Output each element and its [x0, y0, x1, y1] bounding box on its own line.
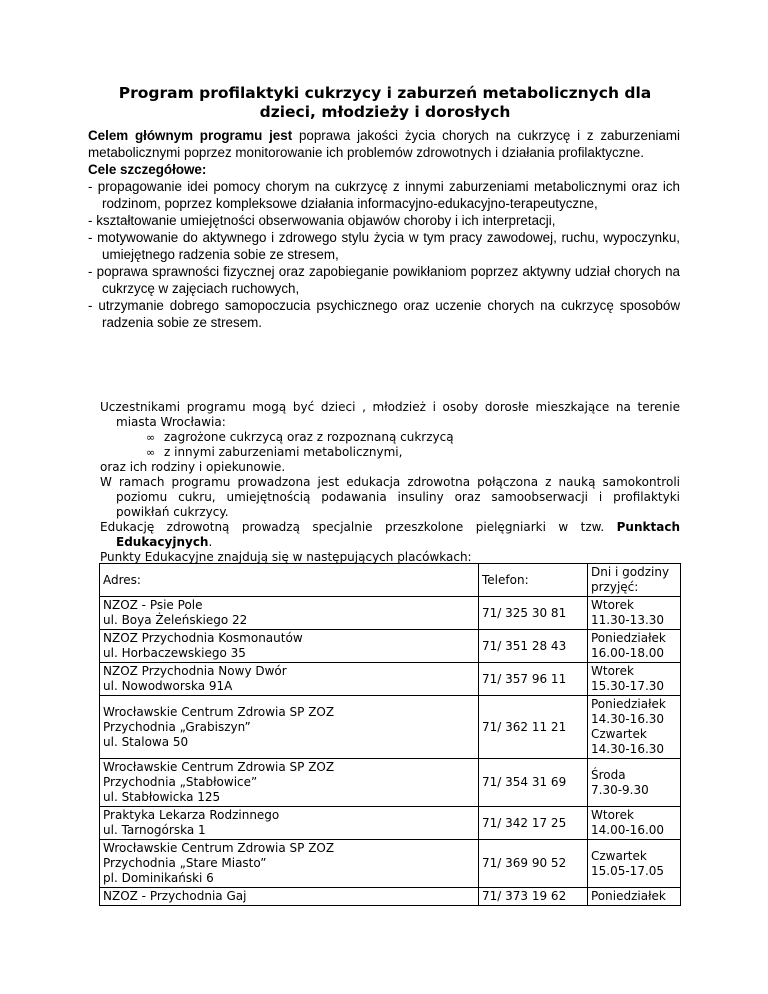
table-row — [100, 759, 681, 807]
phone-cell: 71/ 362 11 21 — [479, 696, 588, 759]
goal-item: - motywowanie do aktywnego i zdrowego stylu życia w tym pracy zawodowej, ruchu, wypoczynku, umiejętnego radzenia sobie ze stresem, — [88, 229, 680, 263]
title-line-2: dzieci, młodzieży i dorosłych — [259, 103, 511, 121]
header-hours: Dni i godziny przyjęć: — [588, 564, 681, 597]
phone-cell: 71/ 373 19 62 — [479, 888, 588, 906]
detailed-goals-heading: Cele szczegółowe: — [88, 162, 207, 177]
participants-section — [100, 400, 680, 565]
goal-item: - poprawa sprawności fizycznej oraz zapobieganie powikłaniom poprzez aktywny udział chorych na cukrzycę w zajęciach ruchowych, — [88, 263, 680, 297]
main-goal-paragraph — [88, 127, 680, 161]
education-points-term: Punktach Edukacyjnych — [116, 520, 680, 549]
header-phone: Telefon: — [479, 564, 588, 597]
table-row — [100, 663, 681, 696]
phone-cell: 71/ 354 31 69 — [479, 759, 588, 807]
target-groups-list — [100, 430, 680, 460]
program-goals-section — [88, 127, 680, 331]
target-group-item: ∞ z innymi zaburzeniami metabolicznymi, — [146, 445, 403, 459]
address-cell: Wrocławskie Centrum Zdrowia SP ZOZ Przychodnia „Grabiszyn” ul. Stalowa 50 — [100, 696, 479, 759]
education-points-table — [99, 563, 681, 906]
detailed-goals-list — [88, 178, 680, 331]
table-row — [100, 696, 681, 759]
hours-cell: Poniedziałek 16.00-18.00 — [588, 630, 681, 663]
address-cell: NZOZ Przychodnia Nowy Dwór ul. Nowodworska 91A — [100, 663, 479, 696]
main-goal-label: Celem głównym programu jest — [88, 128, 293, 143]
hours-cell: Wtorek 14.00-16.00 — [588, 807, 681, 840]
header-address: Adres: — [100, 564, 479, 597]
hours-cell: Wtorek 15.30-17.30 — [588, 663, 681, 696]
hours-cell: Środa 7.30-9.30 — [588, 759, 681, 807]
infinity-bullet-icon: ∞ — [146, 446, 156, 459]
goal-item: - kształtowanie umiejętności obserwowania objawów choroby i ich interpretacji, — [88, 212, 680, 229]
hours-cell: Czwartek 15.05-17.05 — [588, 840, 681, 888]
address-cell: NZOZ - Psie Pole ul. Boya Żeleńskiego 22 — [100, 597, 479, 630]
nurses-paragraph: Edukację zdrowotną prowadzą specjalnie przeszkolone pielęgniarki w tzw. Punktach Edukacyjnych. — [100, 520, 680, 549]
phone-cell: 71/ 325 30 81 — [479, 597, 588, 630]
target-group-item: ∞ zagrożone cukrzycą oraz z rozpoznaną cukrzycą — [146, 430, 454, 444]
title-line-1: Program profilaktyki cukrzycy i zaburzeń metabolicznych dla — [118, 84, 652, 102]
address-cell: Wrocławskie Centrum Zdrowia SP ZOZ Przychodnia „Stabłowice” ul. Stabłowicka 125 — [100, 759, 479, 807]
table-row — [100, 597, 681, 630]
families-line: oraz ich rodziny i opiekunowie. — [100, 460, 286, 474]
address-cell: Praktyka Lekarza Rodzinnego ul. Tarnogórska 1 — [100, 807, 479, 840]
address-cell: Wrocławskie Centrum Zdrowia SP ZOZ Przychodnia „Stare Miasto” pl. Dominikański 6 — [100, 840, 479, 888]
phone-cell: 71/ 369 90 52 — [479, 840, 588, 888]
hours-cell: Poniedziałek 14.30-16.30 Czwartek 14.30-16.30 — [588, 696, 681, 759]
education-paragraph: W ramach programu prowadzona jest edukacja zdrowotna połączona z nauką samokontroli poziomu cukru, umiejętnością podawania insuliny oraz samoobserwacji i profilaktyki powikłań cukrzycy. — [100, 475, 680, 519]
table-row — [100, 807, 681, 840]
table-row — [100, 840, 681, 888]
hours-cell: Poniedziałek — [588, 888, 681, 906]
participants-paragraph: Uczestnikami programu mogą być dzieci , młodzież i osoby dorosłe mieszkające na terenie miasta Wrocławia: — [100, 400, 680, 429]
phone-cell: 71/ 357 96 11 — [479, 663, 588, 696]
goal-item: - utrzymanie dobrego samopoczucia psychicznego oraz uczenie chorych na cukrzycę sposobów radzenia sobie ze stresem. — [88, 297, 680, 331]
phone-cell: 71/ 342 17 25 — [479, 807, 588, 840]
hours-cell: Wtorek 11.30-13.30 — [588, 597, 681, 630]
address-cell: NZOZ - Przychodnia Gaj — [100, 888, 479, 906]
table-header-row — [100, 564, 681, 597]
document-title — [90, 84, 680, 122]
address-cell: NZOZ Przychodnia Kosmonautów ul. Horbaczewskiego 35 — [100, 630, 479, 663]
table-row — [100, 888, 681, 906]
infinity-bullet-icon: ∞ — [146, 431, 156, 444]
main-goal-text: poprawa jakości życia chorych na cukrzycę i z zaburzeniami metabolicznymi poprzez monitorowanie ich problemów zdrowotnych i działania profilaktyczne. — [88, 128, 680, 160]
goal-item: - propagowanie idei pomocy chorym na cukrzycę z innymi zaburzeniami metabolicznymi oraz ich rodzinom, poprzez kompleksowe działania informacyjno-edukacyjno-terapeutyczne, — [88, 178, 680, 212]
points-intro-line: Punkty Edukacyjne znajdują się w następujących placówkach: — [100, 550, 472, 564]
table-row — [100, 630, 681, 663]
phone-cell: 71/ 351 28 43 — [479, 630, 588, 663]
